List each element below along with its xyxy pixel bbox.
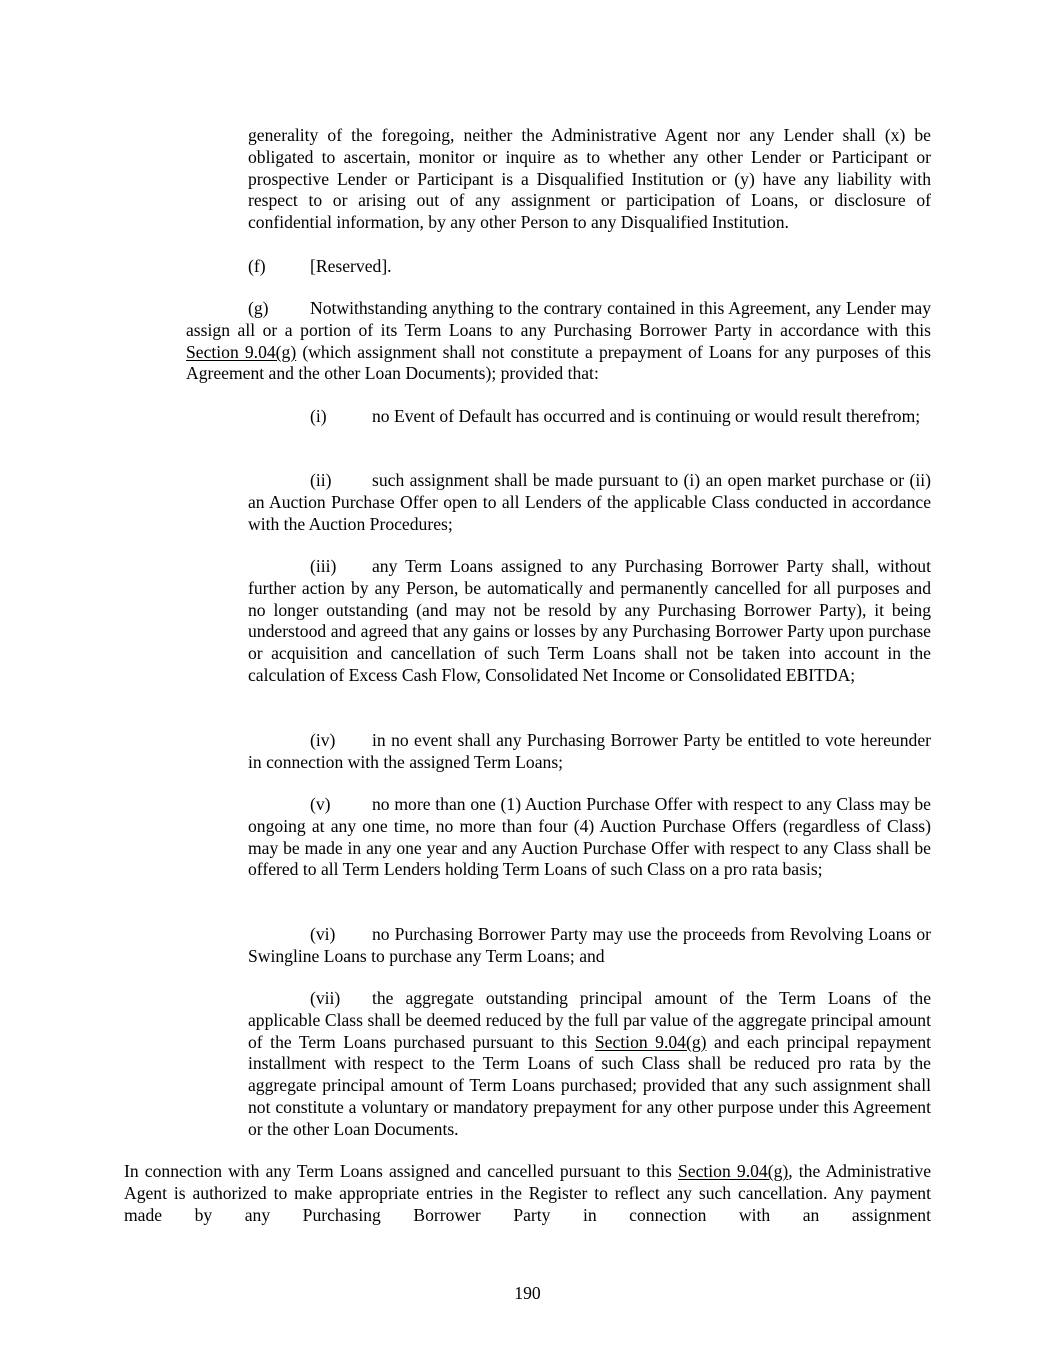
item-i: [248, 406, 931, 428]
clause-g-text-1: Notwithstanding anything to the contrary contained in this Agreement, any Lender may assign all or a portion of its Term Loans to any Purchasing Borrower Party in accordance with this: [186, 298, 931, 340]
item-iv: [248, 730, 931, 774]
item-iii: [248, 556, 931, 687]
item-vii-text-1: the aggregate outstanding principal amount of the Term Loans of the applicable Class shall be deemed reduced by the full par value of the aggregate principal amount of the Term Loans purchased pursuant to this: [248, 988, 931, 1052]
item-vii-text-2: and each principal repayment installment with respect to the Term Loans of such Class shall be reduced pro rata by the aggregate principal amount of Term Loans purchased; provided that any such assignment shall not constitute a voluntary or mandatory prepayment for any other purpose under this Agreement or the other Loan Documents.: [248, 1031, 931, 1139]
item-iii-label: (iii): [310, 556, 337, 576]
clause-g-text-2: (which assignment shall not constitute a prepayment of Loans for any purposes of this Agreement and the other Loan Documents); provided that:: [186, 341, 931, 384]
section-9-04g-link[interactable]: Section 9.04(g): [186, 341, 297, 362]
closing-text-1: In connection with any Term Loans assigned and cancelled pursuant to this: [124, 1161, 672, 1181]
page-number: 190: [514, 1283, 541, 1303]
closing-paragraph: [124, 1161, 931, 1226]
clause-g-label: (g): [248, 298, 269, 318]
clause-g: [186, 298, 931, 385]
clause-f-label: (f): [248, 256, 266, 276]
intro-paragraph: generality of the foregoing, neither the Administrative Agent nor any Lender shall (x) be obligated to ascertain, monitor or inquire as to whether any other Lender or Participant or prospective Lender or Participant is a Disqualified Institution or (y) have any liability with respect to or arising out of any assignment or participation of Loans, or disclosure of confidential information, by any other Person to any Disqualified Institution.: [248, 125, 931, 233]
item-vii-label: (vii): [310, 988, 341, 1008]
item-vi-text: no Purchasing Borrower Party may use the proceeds from Revolving Loans or Swingline Loans to purchase any Term Loans; and: [248, 924, 931, 966]
item-ii-text: such assignment shall be made pursuant to (i) an open market purchase or (ii) an Auction Purchase Offer open to all Lenders of the applicable Class conducted in accordance with the Auction Procedures;: [248, 470, 931, 534]
item-iii-text: any Term Loans assigned to any Purchasing Borrower Party shall, without further action by any Person, be automatically and permanently cancelled for all purposes and no longer outstanding (and may not be resold by any Purchasing Borrower Party), it being understood and agreed that any gains or losses by any Purchasing Borrower Party upon purchase or acquisition and cancellation of such Term Loans shall not be taken into account in the calculation of Excess Cash Flow, Consolidated Net Income or Consolidated EBITDA;: [248, 556, 931, 685]
item-iv-label: (iv): [310, 730, 336, 750]
item-iv-text: in no event shall any Purchasing Borrower Party be entitled to vote hereunder in connection with the assigned Term Loans;: [248, 730, 931, 772]
closing-text-2: , the Administrative Agent is authorized to make appropriate entries in the Register to reflect any such cancellation. Any payment made by any Purchasing Borrower Party in connection with an assignment: [124, 1161, 932, 1225]
item-vi-label: (vi): [310, 924, 336, 944]
item-v-label: (v): [310, 794, 331, 814]
section-9-04g-link[interactable]: Section 9.04(g): [678, 1161, 789, 1181]
item-vii: [248, 988, 931, 1141]
item-ii: [248, 470, 931, 535]
item-i-text: no Event of Default has occurred and is continuing or would result therefrom;: [372, 406, 921, 426]
item-vi: [248, 924, 931, 968]
item-v-text: no more than one (1) Auction Purchase Offer with respect to any Class may be ongoing at any one time, no more than four (4) Auction Purchase Offers (regardless of Class) may be made in any one year and any Auction Purchase Offer with respect to any Class shall be offered to all Term Lenders holding Term Loans of such Class on a pro rata basis;: [248, 794, 931, 880]
clause-f-text: [Reserved].: [310, 256, 392, 276]
item-v: [248, 794, 931, 881]
item-ii-label: (ii): [310, 470, 332, 490]
section-9-04g-link[interactable]: Section 9.04(g): [594, 1031, 707, 1052]
clause-f: [248, 256, 392, 278]
item-i-label: (i): [310, 406, 327, 426]
